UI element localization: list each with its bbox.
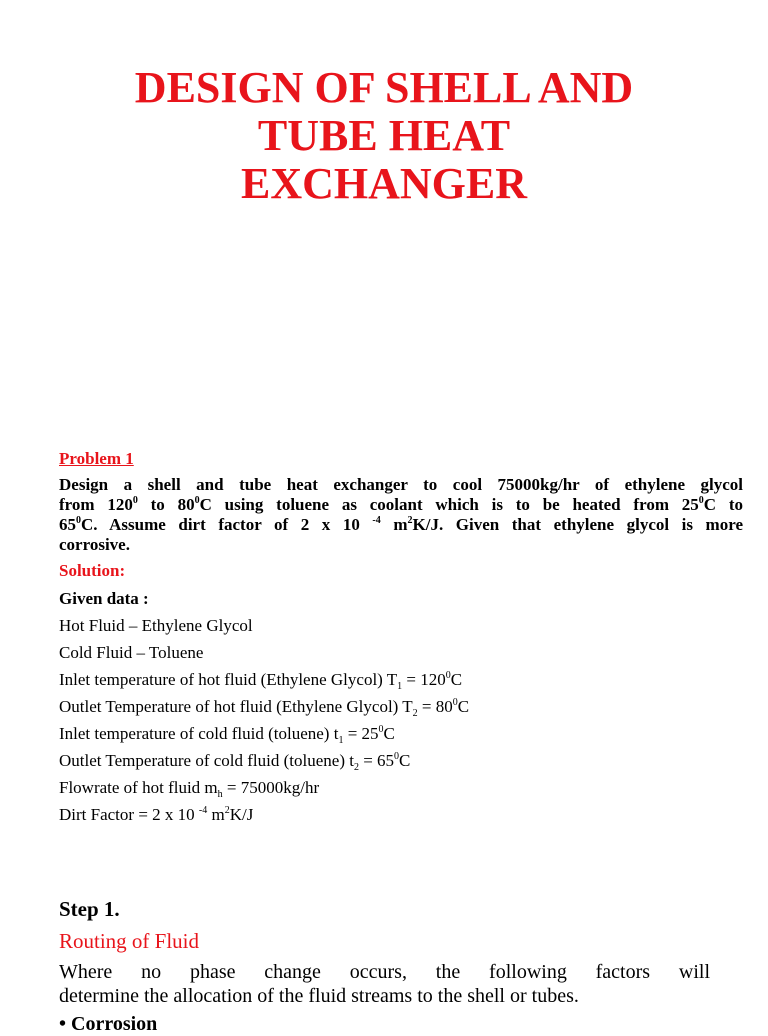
given-data-heading: Given data : [59,589,149,608]
routing-paragraph-line-1: Where no phase change occurs, the following factors will [59,961,710,983]
document-title [0,64,768,208]
solution-heading: Solution: [59,561,126,580]
given-cold-outlet-temp: Outlet Temperature of cold fluid (toluene) $t_2 = 65^0C$ [59,751,411,773]
problem-line-3: $65^0C$. Assume dirt factor of 2 x 10 $^{-4}$ $m^2K/J$. Given that ethylene glycol is more [59,515,743,534]
step-1-heading: Step 1. [59,897,120,921]
given-hot-outlet-temp: Outlet Temperature of hot fluid (Ethylene Glycol) $T_2 = 80^0C$ [59,697,470,719]
routing-paragraph-line-2: determine the allocation of the fluid streams to the shell or tubes. [59,985,579,1007]
given-hot-fluid: Hot Fluid – Ethylene Glycol [59,616,253,635]
problem-heading: Problem 1 [59,449,134,468]
title-line-2: TUBE HEAT [257,111,511,160]
routing-paragraph [59,960,710,1008]
title-line-3: EXCHANGER [240,159,528,208]
problem-line-1: Design a shell and tube heat exchanger to cool 75000kg/hr of ethylene glycol [59,475,743,494]
given-hot-inlet-temp: Inlet temperature of hot fluid (Ethylene Glycol) $T_1 = 120^0C$ [59,670,463,692]
given-data-list [59,616,469,832]
title-line-1: DESIGN OF SHELL AND [134,63,634,112]
routing-of-fluid-heading: Routing of Fluid [59,929,200,953]
problem-line-2: from $120^0$ to $80^0C$ using toluene as coolant which is to be heated from $25^0C$ to [59,495,743,514]
corrosion-bullet: • Corrosion [59,1013,158,1035]
given-cold-inlet-temp: Inlet temperature of cold fluid (toluene) $t_1 = 25^0C$ [59,724,395,746]
problem-line-4: corrosive. [59,535,130,554]
given-flowrate: Flowrate of hot fluid $m_h = 75000kg/hr$ [59,778,320,800]
problem-statement [59,475,743,555]
given-cold-fluid: Cold Fluid – Toluene [59,643,204,662]
given-dirt-factor: Dirt Factor = 2 x 10 $^{-4}$ $m^2K/J$ [59,805,254,824]
